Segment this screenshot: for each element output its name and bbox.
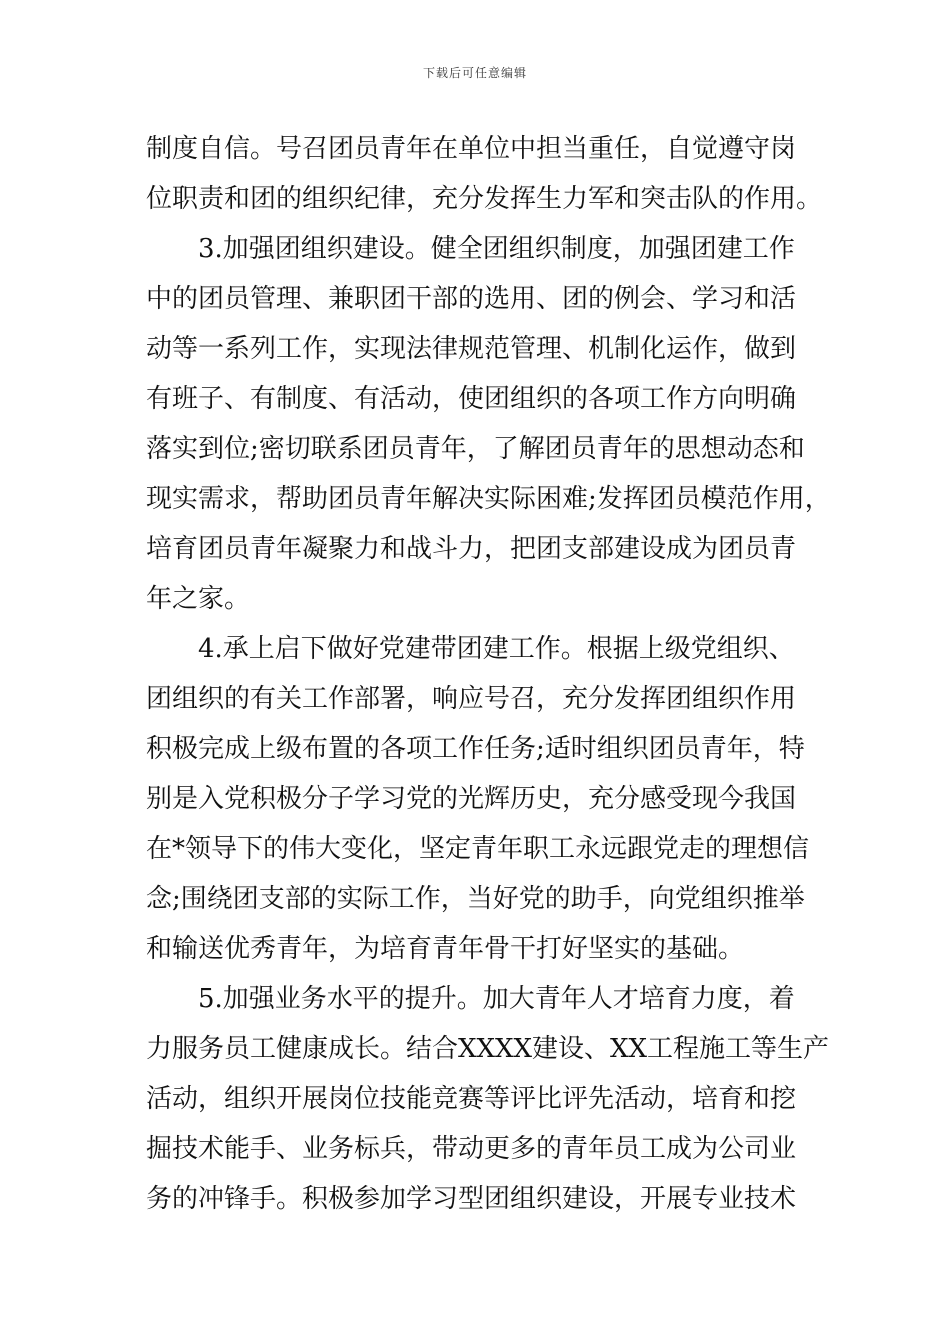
text-line: 和输送优秀青年，为培育青年骨干打好坚实的基础。 bbox=[146, 934, 745, 964]
page-header: 下载后可任意编辑 bbox=[422, 66, 527, 80]
text-line: 落实到位;密切联系团员青年，了解团员青年的思想动态和 bbox=[146, 434, 805, 464]
section-heading-line: 3.加强团组织建设。健全团组织制度，加强团建工作 bbox=[198, 234, 795, 264]
text-line: 动等一系列工作，实现法律规范管理、机制化运作，做到 bbox=[146, 334, 797, 364]
text-line: 别是入党积极分子学习党的光辉历史，充分感受现今我国 bbox=[146, 784, 797, 814]
text-line: 中的团员管理、兼职团干部的选用、团的例会、学习和活 bbox=[146, 284, 797, 314]
document-body bbox=[146, 124, 831, 1224]
text-line: 力服务员工健康成长。结合XXXX建设、XX工程施工等生产 bbox=[146, 1034, 830, 1064]
text-line: 制度自信。号召团员青年在单位中担当重任，自觉遵守岗 bbox=[146, 134, 797, 164]
text-line: 务的冲锋手。积极参加学习型团组织建设，开展专业技术 bbox=[146, 1184, 797, 1214]
text-line: 位职责和团的组织纪律，充分发挥生力军和突击队的作用。 bbox=[146, 184, 823, 214]
text-line: 活动，组织开展岗位技能竞赛等评比评先活动，培育和挖 bbox=[146, 1084, 797, 1114]
section-heading-line: 4.承上启下做好党建带团建工作。根据上级党组织、 bbox=[198, 634, 795, 664]
text-line: 积极完成上级布置的各项工作任务;适时组织团员青年，特 bbox=[146, 734, 805, 764]
text-line: 年之家。 bbox=[146, 584, 251, 614]
text-line: 有班子、有制度、有活动，使团组织的各项工作方向明确 bbox=[146, 384, 797, 414]
text-line: 掘技术能手、业务标兵，带动更多的青年员工成为公司业 bbox=[146, 1134, 797, 1164]
section-heading-line: 5.加强业务水平的提升。加大青年人才培育力度，着 bbox=[198, 984, 795, 1014]
text-line: 在*领导下的伟大变化，坚定青年职工永远跟党走的理想信 bbox=[146, 834, 810, 864]
text-line: 念;围绕团支部的实际工作，当好党的助手，向党组织推举 bbox=[146, 884, 805, 914]
text-line: 现实需求，帮助团员青年解决实际困难;发挥团员模范作用， bbox=[146, 484, 831, 514]
text-line: 培育团员青年凝聚力和战斗力，把团支部建设成为团员青 bbox=[146, 534, 797, 564]
text-line: 团组织的有关工作部署，响应号召，充分发挥团组织作用 bbox=[146, 684, 797, 714]
